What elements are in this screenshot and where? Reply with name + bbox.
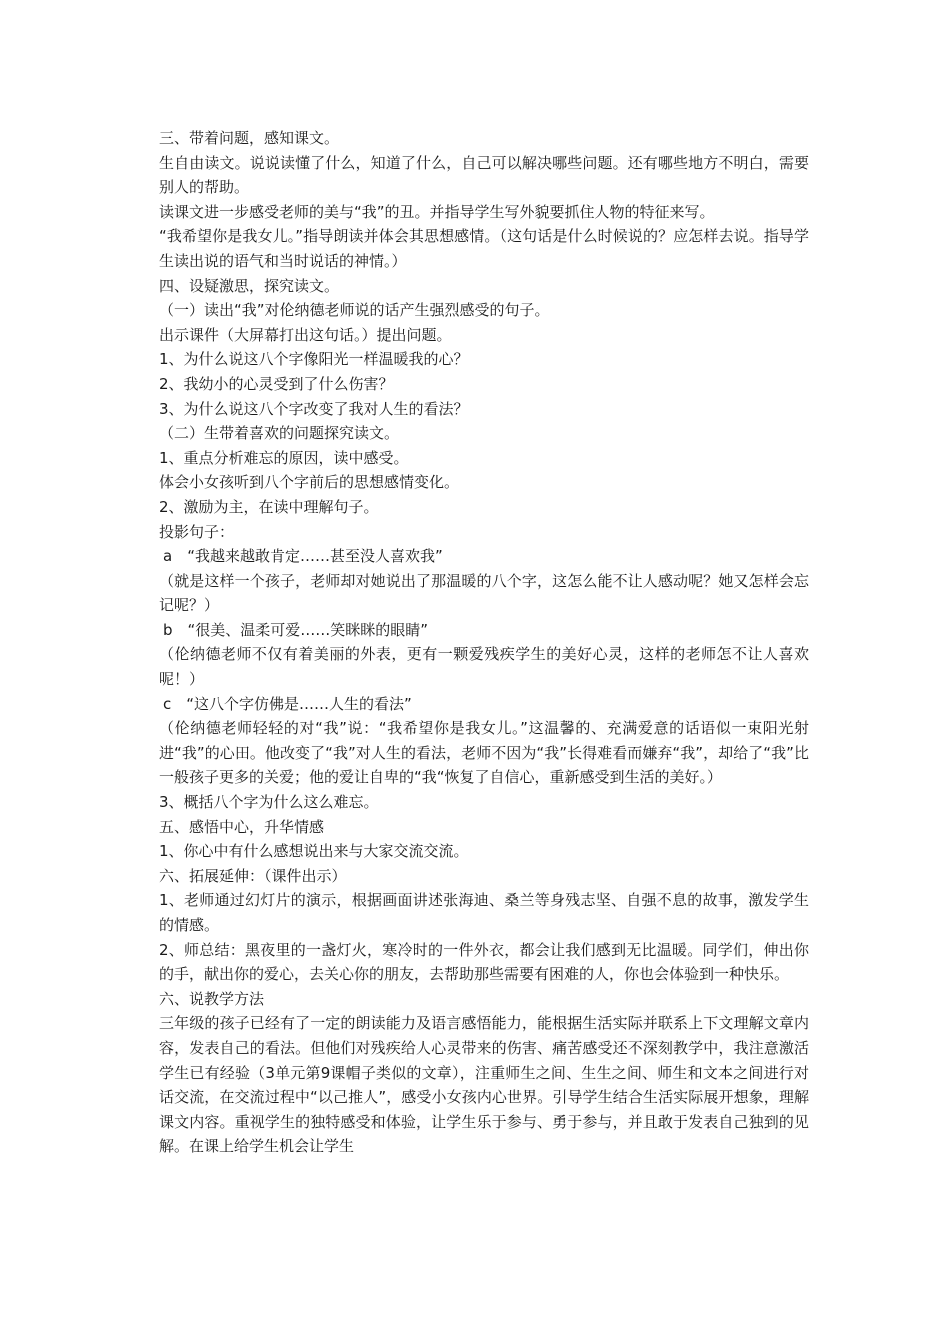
paragraph: 五、感悟中心，升华情感 [159,817,325,836]
paragraph: （伦纳德老师轻轻的对“我”说：“我希望你是我女儿。”这温馨的、充满爱意的话语似一束阳光射进“我”的心田。他改变了“我”对人生的看法，老师不因为“我”长得难看而嫌弃“我”，却给了“我”比一般孩子更多的关爱；他的爱让自卑的“我“恢复了自信心，重新感受到生活的美好。） [159,719,809,787]
paragraph: （一）读出“我”对伦纳德老师说的话产生强烈感受的句子。 [159,301,550,320]
paragraph: 投影句子： [159,522,235,541]
paragraph: 2、激励为主，在读中理解句子。 [159,497,379,516]
paragraph: a “我越来越敢肯定……甚至没人喜欢我” [163,547,443,566]
paragraph: 四、设疑激思，探究读文。 [159,276,340,295]
paragraph: （伦纳德老师不仅有着美丽的外表，更有一颗爱残疾学生的美好心灵，这样的老师怎不让人喜欢呢！） [159,645,809,689]
paragraph: 2、我幼小的心灵受到了什么伤害？ [159,374,394,393]
paragraph: 三、带着问题，感知课文。 [159,129,340,147]
document-body [143,126,809,1159]
paragraph: c “这八个字仿佛是……人生的看法” [163,694,412,713]
paragraph: 六、拓展延伸：（课件出示） [159,866,347,885]
paragraph: 1、为什么说这八个字像阳光一样温暖我的心？ [159,350,469,369]
paragraph: 读课文进一步感受老师的美与“我”的丑。并指导学生写外貌要抓住人物的特征来写。 [159,202,715,221]
paragraph: （就是这样一个孩子，老师却对她说出了那温暖的八个字，这怎么能不让人感动呢？她又怎样会忘记呢？） [159,571,809,615]
paragraph: （二）生带着喜欢的问题探究读文。 [159,424,400,443]
paragraph: 出示课件（大屏幕打出这句话。）提出问题。 [159,325,452,344]
paragraph: 体会小女孩听到八个字前后的思想感情变化。 [159,473,460,492]
paragraph: 六、说教学方法 [159,989,265,1008]
paragraph: 2、师总结：黑夜里的一盏灯火，寒冷时的一件外衣，都会让我们感到无比温暖。同学们，伸出你的手，献出你的爱心，去关心你的朋友，去帮助那些需要有困难的人，你也会体验到一种快乐。 [159,940,809,984]
paragraph: 1、你心中有什么感想说出来与大家交流交流。 [159,842,469,861]
paragraph: “我希望你是我女儿。”指导朗读并体会其思想感情。（这句话是什么时候说的？应怎样去说。指导学生读出说的语气和当时说话的神情。） [159,227,809,270]
paragraph: 3、概括八个字为什么这么难忘。 [159,793,379,812]
paragraph: 1、重点分析难忘的原因，读中感受。 [159,448,409,467]
paragraph: 1、老师通过幻灯片的演示，根据画面讲述张海迪、桑兰等身残志坚、自强不息的故事，激发学生的情感。 [159,891,809,934]
paragraph: 三年级的孩子已经有了一定的朗读能力及语言感悟能力，能根据生活实际并联系上下文理解文章内容，发表自己的看法。但他们对残疾给人心灵带来的伤害、痛苦感受还不深刻教学中，我注意激活学生已有经验（3单元第9课帽子类似的文章），注重师生之间、生生之间、师生和文本之间进行对话交流，在交流过程中“以己推人”，感受小女孩内心世界。引导学生结合生活实际展开想象，理解课文内容。重视学生的独特感受和体验，让学生乐于参与、勇于参与，并且敢于发表自己独到的见解。在课上给学生机会让学生 [159,1014,809,1156]
paragraph: 生自由读文。说说读懂了什么，知道了什么，自己可以解决哪些问题。还有哪些地方不明白，需要别人的帮助。 [159,153,809,197]
paragraph: 3、为什么说这八个字改变了我对人生的看法？ [159,399,469,418]
paragraph: b “很美、温柔可爱……笑眯眯的眼睛” [163,620,429,639]
